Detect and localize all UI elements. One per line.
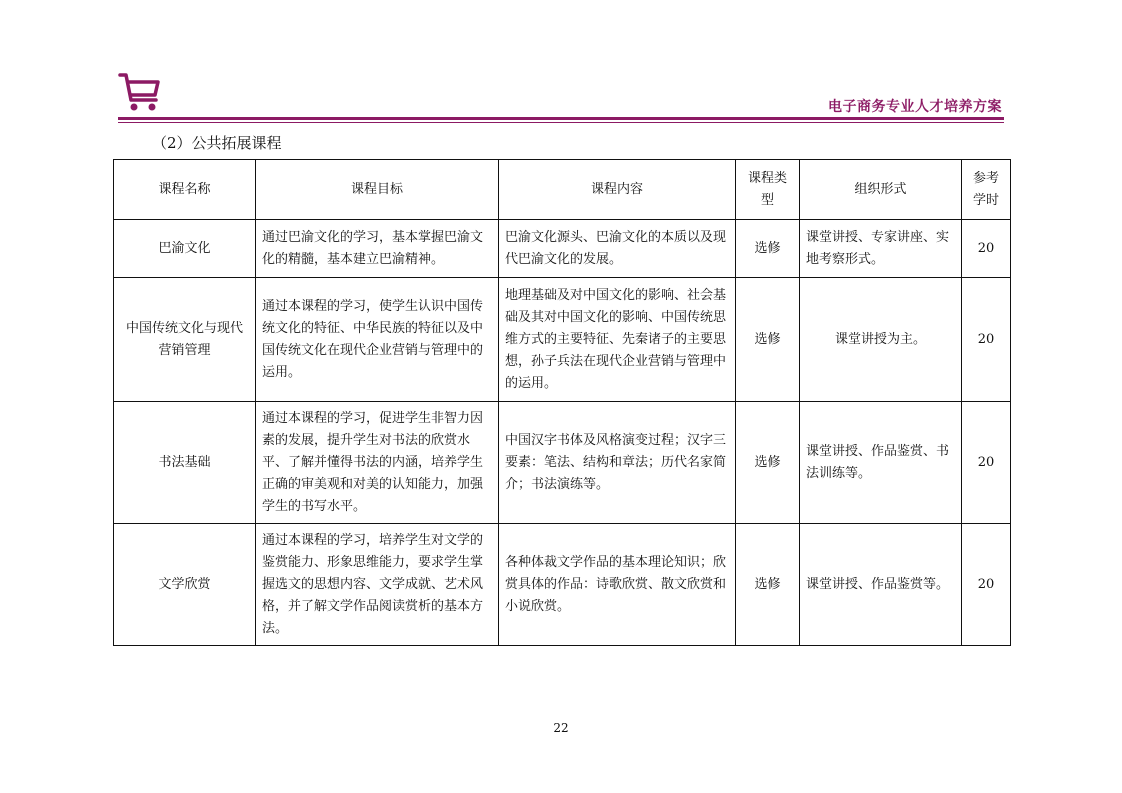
course-goal: 通过本课程的学习，使学生认识中国传统文化的特征、中华民族的特征以及中国传统文化在现代企业营销与管理中的运用。 bbox=[256, 278, 499, 402]
course-hours: 20 bbox=[962, 402, 1011, 524]
table-header-row bbox=[114, 160, 1011, 220]
section-title: （2）公共拓展课程 bbox=[152, 134, 282, 152]
course-type: 选修 bbox=[736, 402, 800, 524]
header-course-goal: 课程目标 bbox=[256, 160, 499, 220]
table-row bbox=[114, 524, 1011, 646]
course-name: 巴渝文化 bbox=[114, 220, 256, 278]
course-name: 书法基础 bbox=[114, 402, 256, 524]
course-format: 课堂讲授、作品鉴赏等。 bbox=[800, 524, 962, 646]
course-name: 中国传统文化与现代营销管理 bbox=[114, 278, 256, 402]
page-number: 22 bbox=[553, 721, 569, 735]
course-type: 选修 bbox=[736, 278, 800, 402]
course-goal: 通过本课程的学习，培养学生对文学的鉴赏能力、形象思维能力，要求学生掌握选文的思想内容、文学成就、艺术风格，并了解文学作品阅读赏析的基本方法。 bbox=[256, 524, 499, 646]
shopping-cart-icon bbox=[118, 70, 162, 114]
course-format: 课堂讲授、专家讲座、实地考察形式。 bbox=[800, 220, 962, 278]
table-row bbox=[114, 220, 1011, 278]
course-format: 课堂讲授、作品鉴赏、书法训练等。 bbox=[800, 402, 962, 524]
header-course-name: 课程名称 bbox=[114, 160, 256, 220]
course-content: 地理基础及对中国文化的影响、社会基础及其对中国文化的影响、中国传统思维方式的主要特征、先秦诸子的主要思想，孙子兵法在现代企业营销与管理中的运用。 bbox=[499, 278, 736, 402]
header-course-format: 组织形式 bbox=[800, 160, 962, 220]
course-hours: 20 bbox=[962, 220, 1011, 278]
course-type: 选修 bbox=[736, 524, 800, 646]
course-hours: 20 bbox=[962, 524, 1011, 646]
document-title: 电子商务专业人才培养方案 bbox=[828, 99, 1002, 115]
course-goal: 通过本课程的学习，促进学生非智力因素的发展，提升学生对书法的欣赏水平、了解并懂得书法的内涵，培养学生正确的审美观和对美的认知能力，加强学生的书写水平。 bbox=[256, 402, 499, 524]
course-type: 选修 bbox=[736, 220, 800, 278]
course-format: 课堂讲授为主。 bbox=[800, 278, 962, 402]
curriculum-table bbox=[113, 159, 1011, 646]
header-course-type: 课程类型 bbox=[736, 160, 800, 220]
header-rule-thick bbox=[118, 117, 1004, 120]
header-rule-thin bbox=[118, 122, 1004, 123]
table-row bbox=[114, 278, 1011, 402]
header-course-hours: 参考学时 bbox=[962, 160, 1011, 220]
course-hours: 20 bbox=[962, 278, 1011, 402]
header-course-content: 课程内容 bbox=[499, 160, 736, 220]
course-name: 文学欣赏 bbox=[114, 524, 256, 646]
course-content: 巴渝文化源头、巴渝文化的本质以及现代巴渝文化的发展。 bbox=[499, 220, 736, 278]
page-header bbox=[118, 70, 1004, 126]
course-goal: 通过巴渝文化的学习，基本掌握巴渝文化的精髓，基本建立巴渝精神。 bbox=[256, 220, 499, 278]
course-content: 中国汉字书体及风格演变过程；汉字三要素：笔法、结构和章法；历代名家简介；书法演练等。 bbox=[499, 402, 736, 524]
table-row bbox=[114, 402, 1011, 524]
course-content: 各种体裁文学作品的基本理论知识；欣赏具体的作品：诗歌欣赏、散文欣赏和小说欣赏。 bbox=[499, 524, 736, 646]
